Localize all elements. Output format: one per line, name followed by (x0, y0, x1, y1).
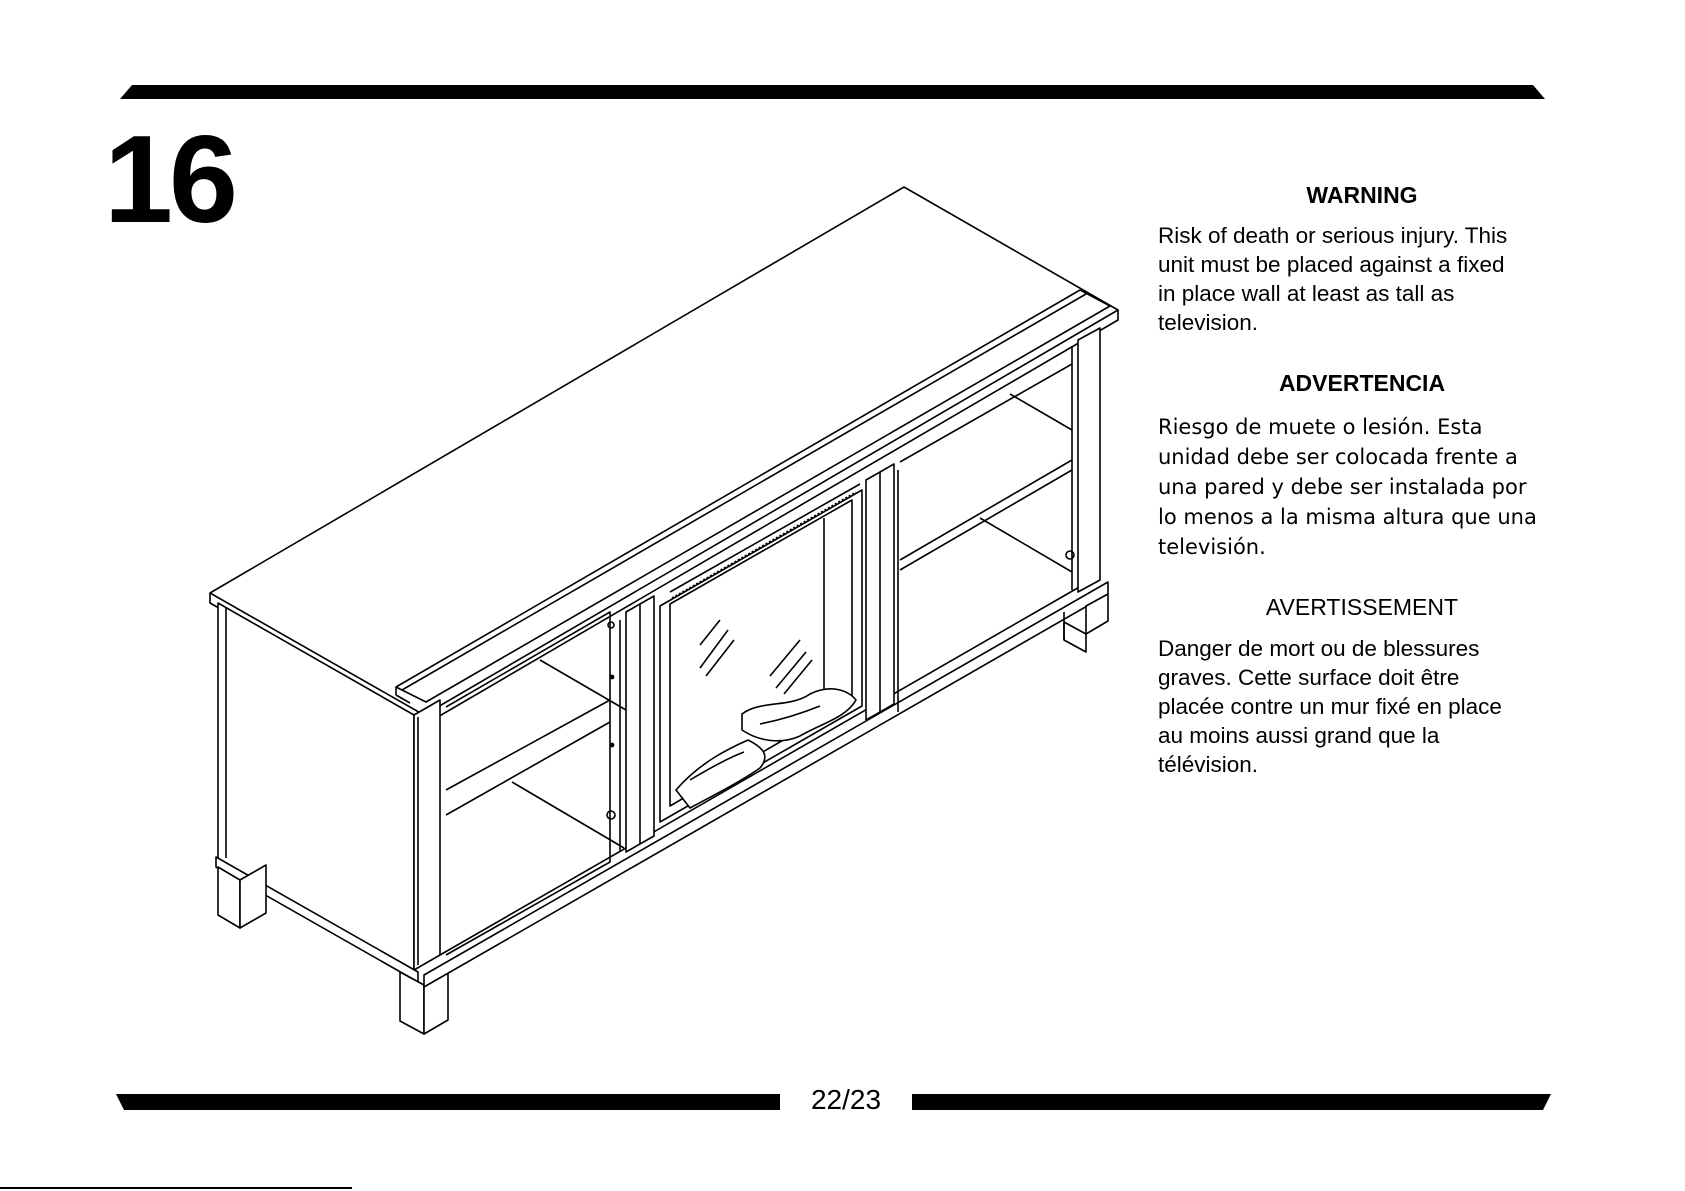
warning-body-en: Risk of death or serious injury. This unit must be placed against a fixed in place wall at least as tall as television. (1158, 223, 1508, 335)
step-number: 16 (104, 111, 234, 249)
page-number: 22/23 (780, 1083, 912, 1117)
warning-heading-fr: AVERTISSEMENT (1265, 594, 1459, 620)
footer-line (0, 1187, 352, 1189)
warning-body-fr: Danger de mort ou de blessures graves. Cette surface doit être placée contre un mur fixé en place au moins aussi grand que la télévision. (1158, 636, 1502, 777)
right-front-foot (1064, 622, 1086, 652)
warning-heading-en: WARNING (1306, 182, 1418, 208)
warning-body-es: Riesgo de muete o lesión. Esta unidad debe ser colocada frente a una pared y debe ser instalada por lo menos a la misma altura que una televisión. (1158, 415, 1537, 559)
right-front-post (1078, 328, 1100, 592)
left-front-foot (400, 972, 424, 1034)
warning-heading-es: ADVERTENCIA (1278, 370, 1446, 396)
